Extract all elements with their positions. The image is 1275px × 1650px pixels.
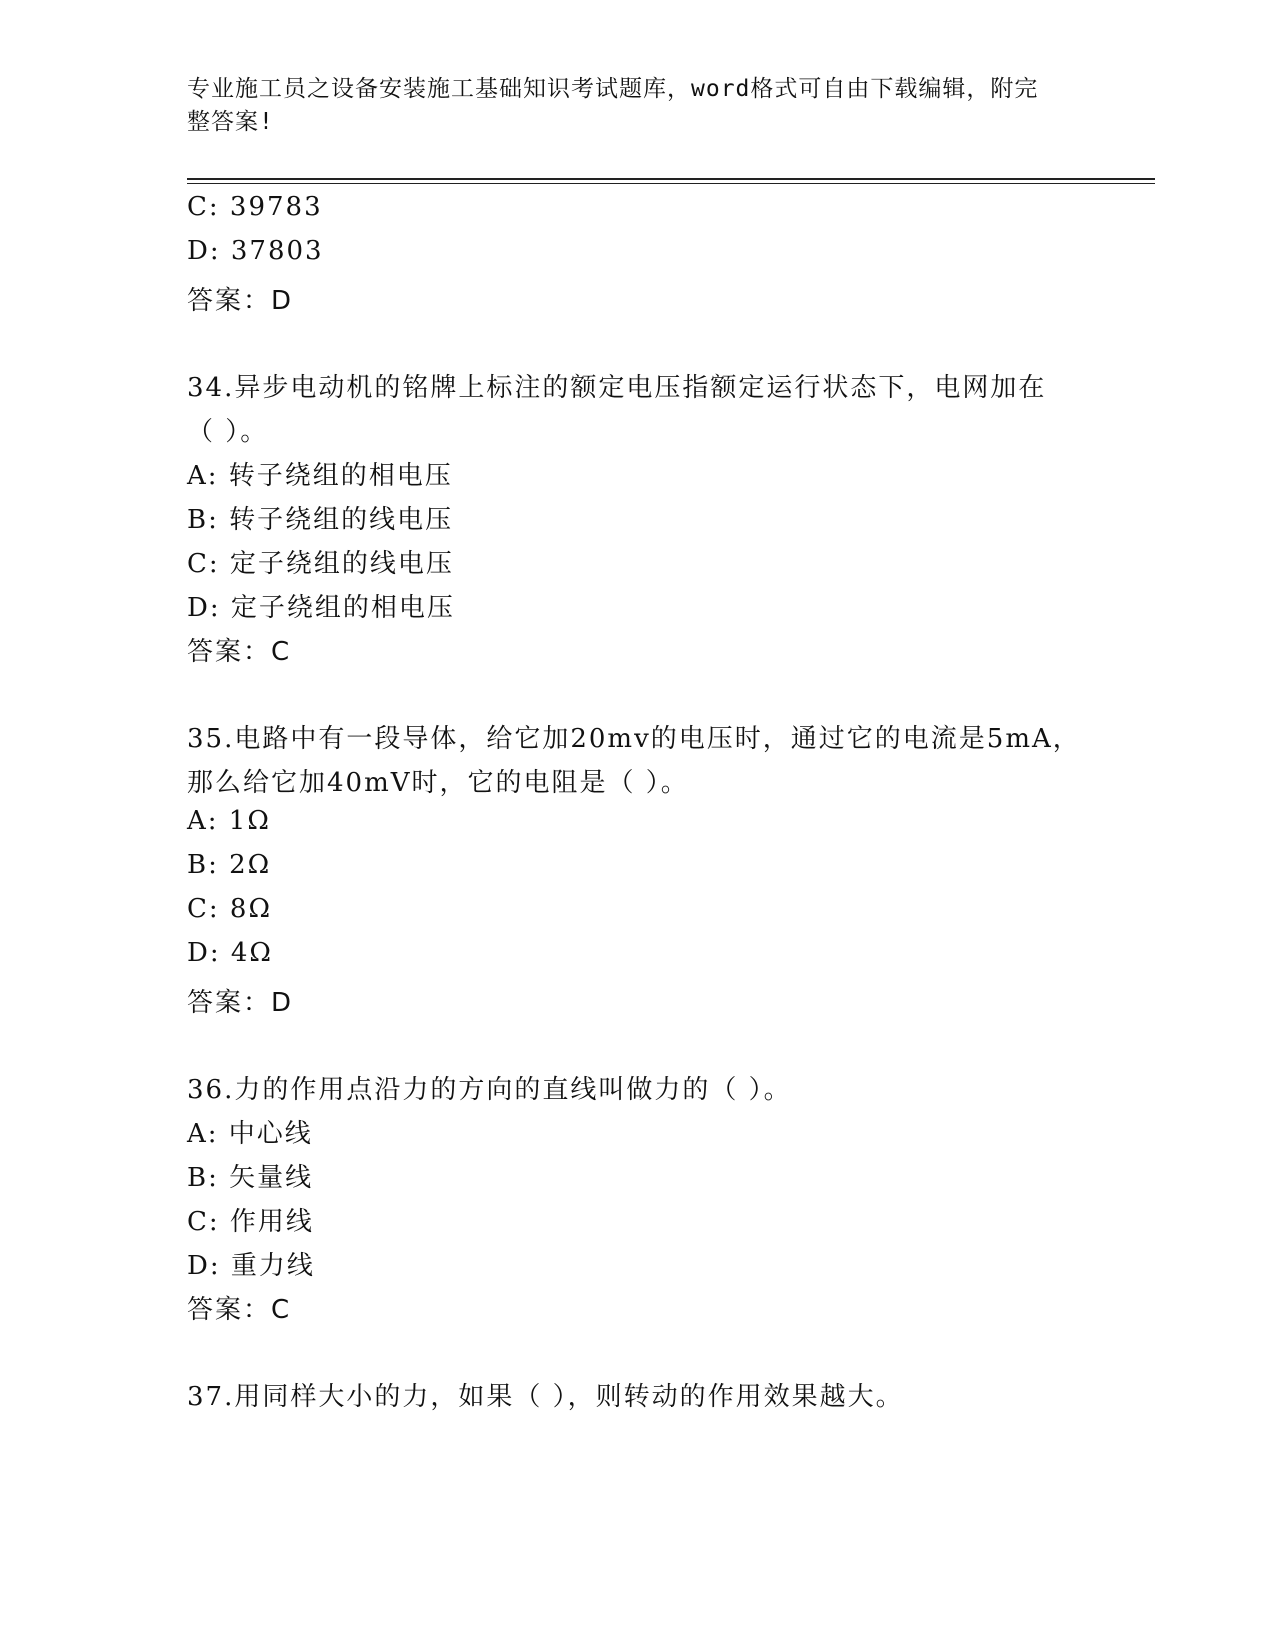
q34-answer: 答案：C xyxy=(187,637,292,667)
q36-option-d: D: 重力线 xyxy=(187,1251,315,1281)
q33-answer: 答案：D xyxy=(187,286,294,316)
q36-option-b: B: 矢量线 xyxy=(187,1163,314,1193)
q37-stem-line-1: 37.用同样大小的力，如果（ ），则转动的作用效果越大。 xyxy=(187,1382,904,1412)
q35-option-b: B: 2Ω xyxy=(187,850,272,880)
q36-option-a: A: 中心线 xyxy=(187,1119,313,1149)
q36-option-c: C: 作用线 xyxy=(187,1207,314,1237)
q34-option-a: A: 转子绕组的相电压 xyxy=(187,461,453,491)
document-header xyxy=(187,73,1057,139)
q36-answer: 答案：C xyxy=(187,1295,292,1325)
header-line-1: 专业施工员之设备安装施工基础知识考试题库，word格式可自由下载编辑，附完 xyxy=(187,76,1039,102)
q34-option-d: D: 定子绕组的相电压 xyxy=(187,593,455,623)
q35-answer: 答案：D xyxy=(187,988,294,1018)
q34-stem-line-2: （ ）。 xyxy=(187,417,269,447)
q35-option-c: C: 8Ω xyxy=(187,894,273,924)
q33-option-d: D: 37803 xyxy=(187,236,324,266)
header-divider-thick xyxy=(187,178,1155,180)
q33-option-c: C: 39783 xyxy=(187,192,323,222)
q34-stem-line-1: 34.异步电动机的铭牌上标注的额定电压指额定运行状态下，电网加在 xyxy=(187,373,1047,403)
q35-stem-line-2: 那么给它加40mV时，它的电阻是（ ）。 xyxy=(187,768,689,798)
q34-option-c: C: 定子绕组的线电压 xyxy=(187,549,454,579)
header-line-2: 整答案! xyxy=(187,109,274,135)
q35-option-a: A: 1Ω xyxy=(187,806,271,836)
q35-option-d: D: 4Ω xyxy=(187,938,273,968)
header-divider-thin xyxy=(187,183,1155,184)
q35-stem-line-1: 35.电路中有一段导体，给它加20mv的电压时，通过它的电流是5mA， xyxy=(187,724,1081,754)
q34-option-b: B: 转子绕组的线电压 xyxy=(187,505,454,535)
q36-stem-line-1: 36.力的作用点沿力的方向的直线叫做力的（ ）。 xyxy=(187,1075,792,1105)
